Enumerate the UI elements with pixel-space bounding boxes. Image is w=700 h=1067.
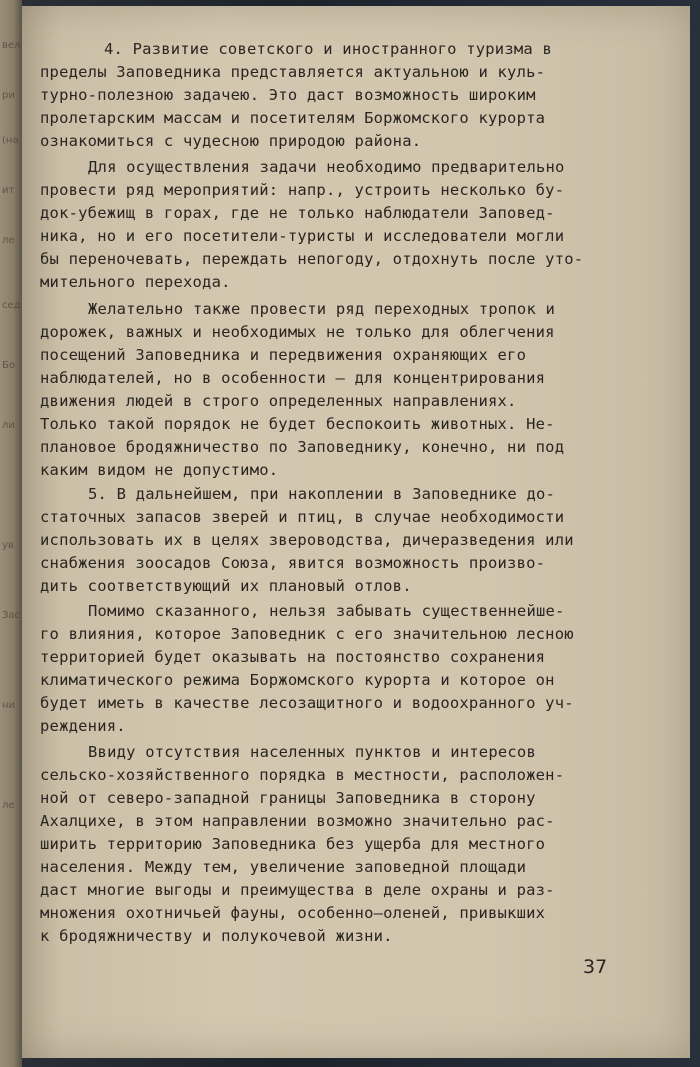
text-line: Помимо сказанного, нельзя забывать существеннейше-	[88, 602, 565, 620]
text-line: наблюдателей, но в особенности — для концентрирования	[40, 369, 546, 387]
text-line: мительного перехода.	[40, 273, 231, 291]
text-line: го влияния, которое Заповедник с его значительною лесною	[40, 625, 574, 643]
text-line: док-убежищ в горах, где не только наблюдатели Заповед-	[40, 204, 555, 222]
margin-fragment: ли	[2, 420, 15, 431]
margin-fragment: ри	[2, 90, 15, 101]
margin-fragment: сед	[2, 300, 21, 311]
page-number: 37	[583, 956, 608, 978]
text-line: плановое бродяжничество по Заповеднику, конечно, ни под	[40, 438, 565, 456]
text-line: Ввиду отсутствия населенных пунктов и интересов	[88, 743, 536, 761]
text-line: дорожек, важных и необходимых не только для облегчения	[40, 323, 555, 341]
margin-fragment: (на	[2, 135, 19, 146]
margin-fragment: Зас	[2, 610, 21, 621]
text-line: турно-полезною задачею. Это даст возможность широким	[40, 86, 536, 104]
text-line: реждения.	[40, 717, 126, 735]
text-line: ознакомиться с чудесною природою района.	[40, 132, 422, 150]
margin-fragment: ув	[2, 540, 14, 551]
text-line: будет иметь в качестве лесозащитного и водоохранного уч-	[40, 694, 574, 712]
margin-fragment: ни	[2, 700, 16, 711]
margin-fragment: ле	[2, 235, 15, 246]
text-line: даст многие выгоды и преимущества в деле охраны и раз-	[40, 881, 555, 899]
text-line: каким видом не допустимо.	[40, 461, 279, 479]
text-line: Ахалцихе, в этом направлении возможно значительно рас-	[40, 812, 555, 830]
text-line: 4. Развитие советского и иностранного туризма в	[104, 40, 552, 58]
text-line: климатического режима Боржомского курорта и которое он	[40, 671, 555, 689]
text-line: движения людей в строго определенных направлениях.	[40, 392, 517, 410]
text-line: пролетарским массам и посетителям Боржомского курорта	[40, 109, 546, 127]
text-line: статочных запасов зверей и птиц, в случае необходимости	[40, 508, 565, 526]
text-line: дить соответствующий их плановый отлов.	[40, 577, 412, 595]
text-line: к бродяжничеству и полукочевой жизни.	[40, 927, 393, 945]
text-line: ной от северо-западной границы Заповедника в сторону	[40, 789, 536, 807]
margin-fragment: вел	[2, 40, 21, 51]
margin-fragment: ле	[2, 800, 15, 811]
text-line: территорией будет оказывать на постоянство сохранения	[40, 648, 546, 666]
text-line: Желательно также провести ряд переходных тропок и	[88, 300, 556, 318]
margin-fragment: Бо	[2, 360, 15, 371]
text-line: ника, но и его посетители-туристы и исследователи могли	[40, 227, 565, 245]
text-line: множения охотничьей фауны, особенно—оленей, привыкших	[40, 904, 546, 922]
text-line: ширить территорию Заповедника без ущерба для местного	[40, 835, 546, 853]
text-line: снабжения зоосадов Союза, явится возможность произво-	[40, 554, 546, 572]
margin-fragment: ит	[2, 185, 15, 196]
text-line: 5. В дальнейшем, при накоплении в Заповеднике до-	[88, 485, 556, 503]
text-line: провести ряд мероприятий: напр., устроить несколько бу-	[40, 181, 565, 199]
text-line: Для осуществления задачи необходимо предварительно	[88, 158, 565, 176]
text-line: сельско-хозяйственного порядка в местности, расположен-	[40, 766, 565, 784]
text-line: Только такой порядок не будет беспокоить животных. Не-	[40, 415, 555, 433]
text-line: населения. Между тем, увеличение заповедной площади	[40, 858, 527, 876]
text-line: посещений Заповедника и передвижения охраняющих его	[40, 346, 527, 364]
text-line: использовать их в целях звероводства, дичеразведения или	[40, 531, 574, 549]
text-line: бы переночевать, переждать непогоду, отдохнуть после уто-	[40, 250, 584, 268]
text-line: пределы Заповедника представляется актуальною и куль-	[40, 63, 546, 81]
